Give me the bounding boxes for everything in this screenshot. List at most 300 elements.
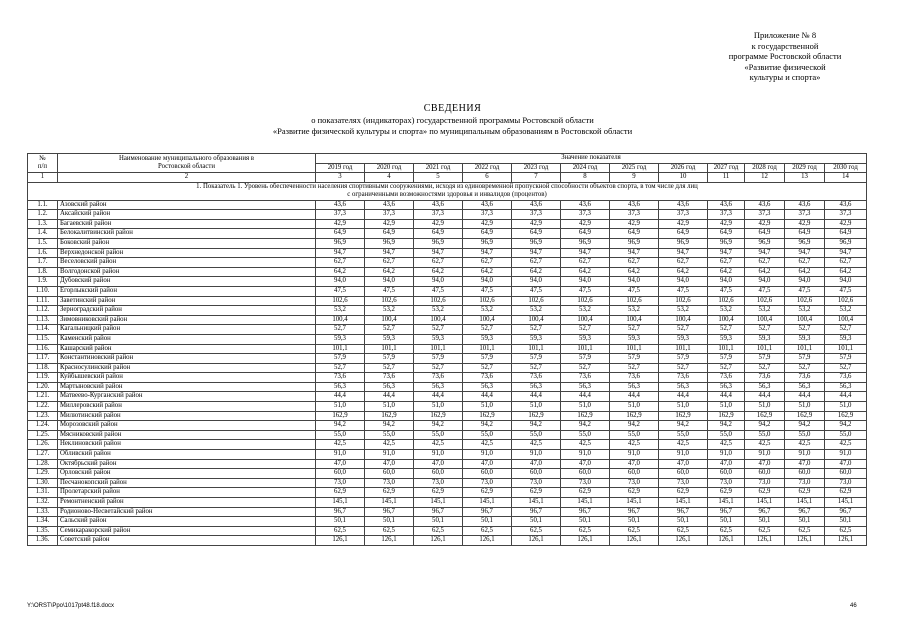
- indicator-value: 94,0: [365, 277, 414, 287]
- indicator-value: 145,1: [561, 498, 610, 508]
- indicator-value: 51,0: [659, 402, 708, 412]
- indicator-value: 62,7: [708, 258, 745, 268]
- indicator-value: 44,4: [365, 392, 414, 402]
- indicator-value: 96,7: [316, 507, 365, 517]
- indicator-value: 101,1: [414, 344, 463, 354]
- row-number: 1.9.: [28, 277, 58, 287]
- table-row: [28, 392, 867, 402]
- row-number: 1.35.: [28, 526, 58, 536]
- indicator-value: 50,1: [610, 517, 659, 527]
- municipality-name: Матвеево-Курганский район: [58, 392, 316, 402]
- municipality-name: Азовский район: [58, 200, 316, 210]
- municipality-name: Красносулинский район: [58, 363, 316, 373]
- municipality-name: Неклиновский район: [58, 440, 316, 450]
- indicator-value: 44,4: [561, 392, 610, 402]
- indicator-value: 94,7: [745, 248, 785, 258]
- indicator-value: 53,2: [365, 306, 414, 316]
- indicator-value: 162,9: [785, 411, 825, 421]
- indicator-value: 57,9: [659, 354, 708, 364]
- indicator-value: 94,7: [463, 248, 512, 258]
- row-number: 1.28.: [28, 459, 58, 469]
- indicator-value: 94,7: [414, 248, 463, 258]
- indicator-value: 57,9: [463, 354, 512, 364]
- row-number: 1.4.: [28, 229, 58, 239]
- appendix-line: «Развитие физической: [744, 61, 826, 72]
- indicator-value: 44,4: [316, 392, 365, 402]
- indicator-value: 145,1: [825, 498, 867, 508]
- table-row: [28, 286, 867, 296]
- indicator-value: 64,2: [561, 267, 610, 277]
- indicator-value: 52,7: [561, 363, 610, 373]
- indicator-value: 57,9: [365, 354, 414, 364]
- indicator-value: 64,2: [316, 267, 365, 277]
- indicator-value: 47,0: [512, 459, 561, 469]
- municipality-name: Орловский район: [58, 469, 316, 479]
- indicator-value: 62,9: [708, 488, 745, 498]
- indicator-value: 60,0: [785, 469, 825, 479]
- indicator-value: 101,1: [365, 344, 414, 354]
- column-number: 5: [414, 173, 463, 183]
- municipality-name: Белокалитвинский район: [58, 229, 316, 239]
- indicator-value: 60,0: [610, 469, 659, 479]
- indicator-value: 47,5: [316, 286, 365, 296]
- column-number: 13: [785, 173, 825, 183]
- municipality-name: Мясниковский район: [58, 430, 316, 440]
- indicator-value: 96,7: [659, 507, 708, 517]
- indicator-value: 64,9: [365, 229, 414, 239]
- indicator-value: 59,3: [365, 334, 414, 344]
- indicator-value: 73,6: [659, 373, 708, 383]
- indicator-value: 73,6: [708, 373, 745, 383]
- indicator-value: 94,7: [316, 248, 365, 258]
- indicator-value: 55,0: [316, 430, 365, 440]
- indicator-value: 47,0: [825, 459, 867, 469]
- indicator-value: 91,0: [512, 450, 561, 460]
- indicator-value: 47,5: [825, 286, 867, 296]
- indicator-value: 162,9: [825, 411, 867, 421]
- indicator-value: 52,7: [610, 325, 659, 335]
- indicator-value: 102,6: [745, 296, 785, 306]
- indicator-value: 42,9: [745, 219, 785, 229]
- municipality-name: Семикаракорский район: [58, 526, 316, 536]
- document-subtitle: «Развитие физической культуры и спорта» по муниципальным образованиям в Ростовской области: [272, 125, 633, 136]
- indicator-value: 73,6: [414, 373, 463, 383]
- name-header-line: Ростовской области: [157, 163, 216, 171]
- indicator-value: 94,2: [785, 421, 825, 431]
- column-number: 4: [365, 173, 414, 183]
- indicator-value: 64,2: [414, 267, 463, 277]
- indicator-value: 145,1: [414, 498, 463, 508]
- indicator-value: 53,2: [316, 306, 365, 316]
- indicator-value: 55,0: [708, 430, 745, 440]
- indicator-value: 96,7: [708, 507, 745, 517]
- table-row: [28, 469, 867, 479]
- indicator-value: 52,7: [463, 363, 512, 373]
- indicator-value: 52,7: [825, 325, 867, 335]
- indicator-value: 94,0: [610, 277, 659, 287]
- indicator-value: 94,0: [825, 277, 867, 287]
- indicator-value: 73,0: [414, 478, 463, 488]
- indicator-value: 73,6: [745, 373, 785, 383]
- row-number: 1.34.: [28, 517, 58, 527]
- indicator-value: 56,3: [745, 382, 785, 392]
- municipality-name: Багаевский район: [58, 219, 316, 229]
- indicator-value: 94,2: [463, 421, 512, 431]
- indicator-value: 55,0: [512, 430, 561, 440]
- indicator-value: 42,9: [785, 219, 825, 229]
- indicator-value: 47,0: [708, 459, 745, 469]
- indicator-value: 94,0: [561, 277, 610, 287]
- document-subtitle: о показателях (индикаторах) государственной программы Ростовской области: [311, 115, 594, 125]
- indicator-value: 126,1: [512, 536, 561, 546]
- indicator-value: 64,2: [610, 267, 659, 277]
- indicator-value: 59,3: [316, 334, 365, 344]
- indicator-value: 50,1: [463, 517, 512, 527]
- indicator-value: 50,1: [316, 517, 365, 527]
- indicator-value: 126,1: [414, 536, 463, 546]
- indicator-value: 94,2: [365, 421, 414, 431]
- column-number: 10: [659, 173, 708, 183]
- indicator-value: 102,6: [708, 296, 745, 306]
- indicator-value: 64,2: [659, 267, 708, 277]
- indicator-value: 91,0: [561, 450, 610, 460]
- appendix-line: к государственной: [751, 40, 819, 51]
- indicator-value: 100,4: [659, 315, 708, 325]
- section-title: [28, 182, 867, 200]
- table-row: [28, 421, 867, 431]
- indicator-value: 62,9: [316, 488, 365, 498]
- indicator-value: 73,6: [825, 373, 867, 383]
- indicator-value: 55,0: [463, 430, 512, 440]
- indicator-value: 162,9: [561, 411, 610, 421]
- indicator-value: 64,9: [745, 229, 785, 239]
- indicator-value: 100,4: [708, 315, 745, 325]
- indicator-value: 60,0: [561, 469, 610, 479]
- indicator-value: 96,7: [365, 507, 414, 517]
- num-header-line: №: [39, 154, 46, 162]
- table-row: [28, 536, 867, 546]
- indicator-value: 145,1: [365, 498, 414, 508]
- indicator-value: 73,0: [365, 478, 414, 488]
- indicator-value: 62,9: [365, 488, 414, 498]
- indicator-value: 62,9: [745, 488, 785, 498]
- indicator-value: 47,5: [610, 286, 659, 296]
- indicator-value: 52,7: [659, 325, 708, 335]
- indicator-value: 96,9: [659, 238, 708, 248]
- table-row: [28, 238, 867, 248]
- indicator-value: 94,0: [512, 277, 561, 287]
- indicator-value: 42,9: [659, 219, 708, 229]
- indicator-value: 55,0: [561, 430, 610, 440]
- indicator-value: 96,7: [512, 507, 561, 517]
- row-number: 1.24.: [28, 421, 58, 431]
- municipality-name: Обливский район: [58, 450, 316, 460]
- indicator-value: 47,5: [365, 286, 414, 296]
- indicator-value: 91,0: [745, 450, 785, 460]
- indicator-value: 44,4: [785, 392, 825, 402]
- municipality-name: Боковский район: [58, 238, 316, 248]
- indicator-value: 162,9: [708, 411, 745, 421]
- indicator-value: 50,1: [708, 517, 745, 527]
- column-number: 2: [58, 173, 316, 183]
- indicator-value: 42,9: [316, 219, 365, 229]
- indicator-value: 52,7: [414, 363, 463, 373]
- column-number: 12: [745, 173, 785, 183]
- indicator-value: 47,0: [365, 459, 414, 469]
- row-number: 1.26.: [28, 440, 58, 450]
- year-header: 2028 год: [745, 163, 785, 173]
- indicator-value: 73,6: [610, 373, 659, 383]
- indicator-value: 51,0: [745, 402, 785, 412]
- indicator-value: 37,3: [825, 210, 867, 220]
- indicator-value: 51,0: [561, 402, 610, 412]
- column-number: 14: [825, 173, 867, 183]
- municipality-name: Аксайский район: [58, 210, 316, 220]
- table-row: [28, 277, 867, 287]
- indicator-value: 50,1: [825, 517, 867, 527]
- indicator-value: 94,2: [414, 421, 463, 431]
- indicator-value: 59,3: [825, 334, 867, 344]
- indicator-value: 57,9: [708, 354, 745, 364]
- indicator-value: 37,3: [659, 210, 708, 220]
- year-header: 2026 год: [659, 163, 708, 173]
- indicator-value: 42,5: [785, 440, 825, 450]
- municipality-name: Морозовский район: [58, 421, 316, 431]
- indicator-value: 62,5: [414, 526, 463, 536]
- indicator-value: 37,3: [745, 210, 785, 220]
- indicator-value: 100,4: [785, 315, 825, 325]
- appendix-line: Приложение № 8: [753, 30, 817, 40]
- indicator-value: 62,5: [561, 526, 610, 536]
- table-row: [28, 315, 867, 325]
- municipality-name: Зимовниковский район: [58, 315, 316, 325]
- indicator-value: 42,9: [610, 219, 659, 229]
- indicator-value: 101,1: [610, 344, 659, 354]
- indicator-value: 42,9: [365, 219, 414, 229]
- row-number: 1.6.: [28, 248, 58, 258]
- indicator-value: 145,1: [745, 498, 785, 508]
- row-number: 1.7.: [28, 258, 58, 268]
- indicator-value: 52,7: [365, 325, 414, 335]
- indicator-value: 64,9: [561, 229, 610, 239]
- indicator-value: 52,7: [512, 363, 561, 373]
- indicator-value: 52,7: [825, 363, 867, 373]
- row-number: 1.2.: [28, 210, 58, 220]
- indicator-value: 62,5: [365, 526, 414, 536]
- indicator-value: 37,3: [785, 210, 825, 220]
- column-number: 1: [28, 173, 58, 183]
- table-row: [28, 526, 867, 536]
- municipality-name: Верхнедонской район: [58, 248, 316, 258]
- indicator-value: 42,5: [745, 440, 785, 450]
- indicator-value: 47,5: [414, 286, 463, 296]
- municipality-name: Каменский район: [58, 334, 316, 344]
- indicator-value: 94,7: [610, 248, 659, 258]
- indicator-value: 145,1: [785, 498, 825, 508]
- indicator-value: 101,1: [659, 344, 708, 354]
- indicator-value: 96,9: [745, 238, 785, 248]
- indicator-value: 52,7: [512, 325, 561, 335]
- indicator-value: 64,2: [708, 267, 745, 277]
- indicator-value: 59,3: [785, 334, 825, 344]
- row-number: 1.15.: [28, 334, 58, 344]
- indicator-value: 94,0: [463, 277, 512, 287]
- indicator-value: 52,7: [708, 363, 745, 373]
- indicator-value: 42,5: [463, 440, 512, 450]
- indicator-value: 51,0: [463, 402, 512, 412]
- page-number: 46: [850, 603, 857, 609]
- indicator-value: 64,9: [659, 229, 708, 239]
- indicator-value: 47,0: [785, 459, 825, 469]
- municipality-name: Дубовский район: [58, 277, 316, 287]
- indicator-value: 52,7: [414, 325, 463, 335]
- indicator-value: 94,2: [708, 421, 745, 431]
- indicator-value: 62,9: [463, 488, 512, 498]
- indicator-value: 42,5: [512, 440, 561, 450]
- indicator-value: 73,6: [512, 373, 561, 383]
- indicator-value: 44,4: [610, 392, 659, 402]
- indicator-value: 94,7: [825, 248, 867, 258]
- table-row: [28, 306, 867, 316]
- row-number: 1.18.: [28, 363, 58, 373]
- indicator-value: 96,9: [785, 238, 825, 248]
- indicator-value: 94,7: [785, 248, 825, 258]
- year-header: 2024 год: [561, 163, 610, 173]
- indicator-value: 94,2: [659, 421, 708, 431]
- indicator-value: 126,1: [610, 536, 659, 546]
- indicator-value: 64,9: [414, 229, 463, 239]
- indicator-value: 64,9: [825, 229, 867, 239]
- indicator-value: 100,4: [561, 315, 610, 325]
- indicator-value: 55,0: [365, 430, 414, 440]
- column-number: 11: [708, 173, 745, 183]
- table-row: [28, 334, 867, 344]
- row-number: 1.8.: [28, 267, 58, 277]
- indicator-value: 162,9: [316, 411, 365, 421]
- indicator-value: 43,6: [463, 200, 512, 210]
- indicator-value: 64,9: [785, 229, 825, 239]
- year-header: 2021 год: [414, 163, 463, 173]
- column-number: 7: [512, 173, 561, 183]
- table-row: [28, 229, 867, 239]
- indicator-value: 60,0: [463, 469, 512, 479]
- indicator-value: 50,1: [512, 517, 561, 527]
- indicator-value: 96,7: [610, 507, 659, 517]
- indicator-value: 102,6: [365, 296, 414, 306]
- indicator-value: 101,1: [745, 344, 785, 354]
- indicator-value: 47,5: [745, 286, 785, 296]
- indicator-value: 59,3: [659, 334, 708, 344]
- table-row: [28, 296, 867, 306]
- indicator-value: 56,3: [561, 382, 610, 392]
- indicator-value: 43,6: [785, 200, 825, 210]
- indicator-value: 57,9: [825, 354, 867, 364]
- indicator-value: 43,6: [745, 200, 785, 210]
- indicator-value: 60,0: [825, 469, 867, 479]
- indicator-value: 43,6: [825, 200, 867, 210]
- indicator-value: 62,7: [745, 258, 785, 268]
- indicator-value: 62,5: [825, 526, 867, 536]
- indicator-value: 94,7: [659, 248, 708, 258]
- indicator-value: 94,2: [610, 421, 659, 431]
- indicator-value: 62,7: [512, 258, 561, 268]
- indicator-value: 47,5: [512, 286, 561, 296]
- indicator-value: 53,2: [561, 306, 610, 316]
- indicator-value: 162,9: [365, 411, 414, 421]
- indicator-value: 47,0: [463, 459, 512, 469]
- indicator-value: 52,7: [785, 363, 825, 373]
- indicator-value: 64,2: [463, 267, 512, 277]
- document-title: СВЕДЕНИЯ: [423, 103, 482, 114]
- indicator-value: 73,6: [463, 373, 512, 383]
- indicator-value: 73,6: [316, 373, 365, 383]
- municipality-name: Зерноградский район: [58, 306, 316, 316]
- indicator-value: 43,6: [512, 200, 561, 210]
- indicator-value: 56,3: [414, 382, 463, 392]
- indicator-value: 47,0: [610, 459, 659, 469]
- indicator-value: 53,2: [745, 306, 785, 316]
- table-row: [28, 219, 867, 229]
- indicator-value: 73,0: [316, 478, 365, 488]
- table-row: [28, 373, 867, 383]
- indicator-value: 73,0: [512, 478, 561, 488]
- indicator-value: 55,0: [745, 430, 785, 440]
- row-number: 1.14.: [28, 325, 58, 335]
- table-row: [28, 517, 867, 527]
- indicator-value: 42,9: [825, 219, 867, 229]
- indicator-value: 102,6: [316, 296, 365, 306]
- municipality-name: Кагальницкий район: [58, 325, 316, 335]
- indicator-value: 42,5: [708, 440, 745, 450]
- indicator-value: 56,3: [659, 382, 708, 392]
- indicator-value: 59,3: [610, 334, 659, 344]
- indicator-value: 51,0: [785, 402, 825, 412]
- municipality-name: Егорлыкский район: [58, 286, 316, 296]
- indicator-value: 94,7: [512, 248, 561, 258]
- indicator-value: 55,0: [659, 430, 708, 440]
- indicator-value: 64,9: [512, 229, 561, 239]
- indicator-value: 42,9: [463, 219, 512, 229]
- indicator-value: 50,1: [365, 517, 414, 527]
- indicator-value: 162,9: [610, 411, 659, 421]
- indicator-value: 162,9: [414, 411, 463, 421]
- indicator-value: 56,3: [365, 382, 414, 392]
- indicator-value: 94,2: [316, 421, 365, 431]
- indicator-value: 51,0: [316, 402, 365, 412]
- table-row: [28, 459, 867, 469]
- indicator-value: 94,2: [825, 421, 867, 431]
- table-row: [28, 344, 867, 354]
- row-number: 1.23.: [28, 411, 58, 421]
- indicator-value: 64,9: [316, 229, 365, 239]
- indicator-value: 73,6: [365, 373, 414, 383]
- indicator-value: 96,7: [561, 507, 610, 517]
- municipality-name: Константиновский район: [58, 354, 316, 364]
- indicator-value: 126,1: [463, 536, 512, 546]
- indicator-value: 62,7: [414, 258, 463, 268]
- indicator-value: 94,0: [414, 277, 463, 287]
- indicator-value: 64,2: [745, 267, 785, 277]
- indicator-value: 73,0: [659, 478, 708, 488]
- indicator-value: 101,1: [463, 344, 512, 354]
- indicator-value: 101,1: [825, 344, 867, 354]
- indicator-value: 47,0: [316, 459, 365, 469]
- indicator-value: 126,1: [825, 536, 867, 546]
- indicator-value: 43,6: [561, 200, 610, 210]
- indicator-value: 57,9: [610, 354, 659, 364]
- indicator-value: 94,7: [561, 248, 610, 258]
- indicator-value: 96,9: [708, 238, 745, 248]
